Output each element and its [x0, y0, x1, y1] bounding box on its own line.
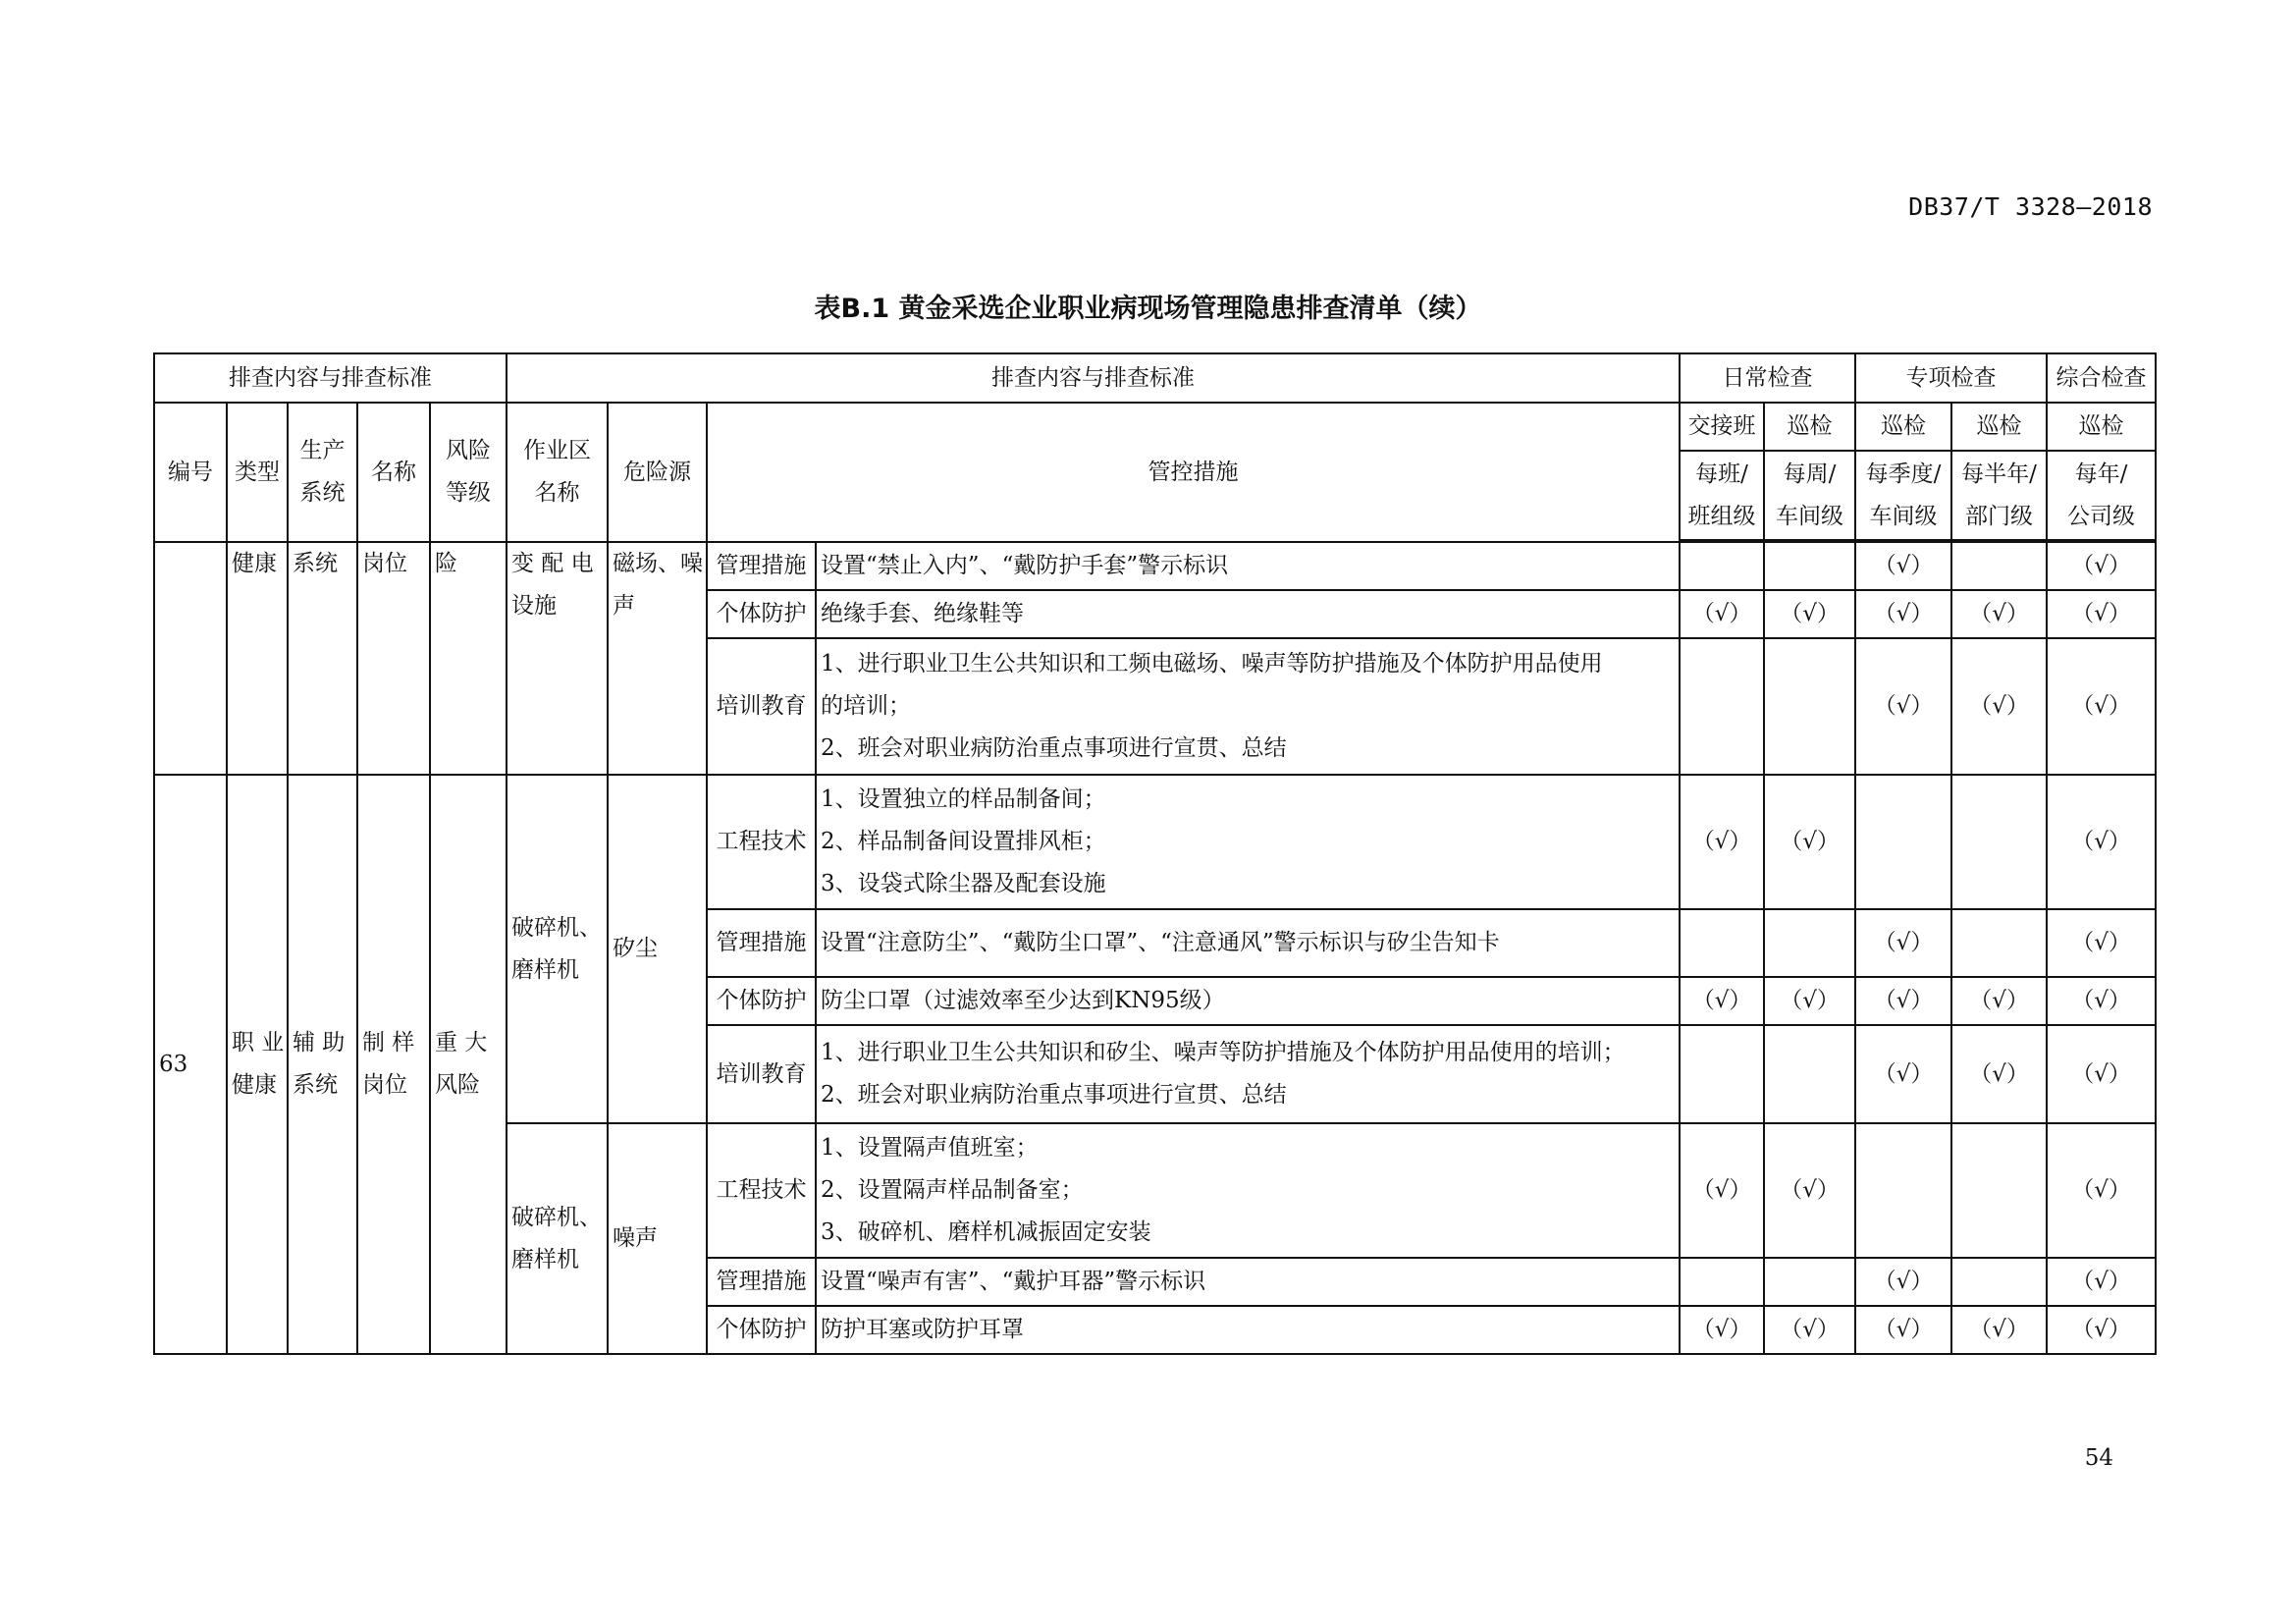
- col-measures-header: 管控措施: [707, 403, 1680, 542]
- col-zone-header: [507, 403, 608, 542]
- zone-line: 破碎机、: [511, 1204, 603, 1230]
- check-mark: （√）: [1855, 590, 1951, 638]
- check-mark: （√）: [2047, 1258, 2156, 1306]
- freq-line: 每班/: [1695, 460, 1748, 487]
- check-mark: （√）: [2047, 1306, 2156, 1354]
- cont-id-cell: [154, 542, 227, 775]
- item-id-cell: 63: [154, 775, 227, 1354]
- system-line: 辅 助: [293, 1030, 346, 1056]
- check-mark: （√）: [1855, 1306, 1951, 1354]
- check-mark: （√）: [1764, 1306, 1855, 1354]
- check-cell: [1951, 1258, 2047, 1306]
- daily-check-header: 日常检查: [1680, 353, 1855, 403]
- measure-line: 3、破碎机、磨样机减振固定安装: [821, 1219, 1151, 1245]
- measure-line: 2、班会对职业病防治重点事项进行宣贯、总结: [821, 1082, 1287, 1108]
- freq-line: 每季度/: [1865, 460, 1942, 487]
- check-mark: （√）: [1855, 1258, 1951, 1306]
- check-mark: （√）: [1951, 1025, 2047, 1123]
- check-cell: [1764, 1258, 1855, 1306]
- check-mark: （√）: [1680, 1123, 1764, 1258]
- measure-line: 1、进行职业卫生公共知识和工频电磁场、噪声等防护措施及个体防护用品使用: [821, 651, 1603, 677]
- check-mark: （√）: [1764, 590, 1855, 638]
- sub-patrol-header: 巡检: [1951, 403, 2047, 451]
- col-risk-header: [430, 403, 507, 542]
- check-mark: （√）: [1951, 1306, 2047, 1354]
- check-mark: （√）: [2047, 1025, 2156, 1123]
- measure-line: 2、设置隔声样品制备室；: [821, 1177, 1084, 1203]
- col-system-header-line2: 系统: [299, 480, 346, 506]
- check-mark: （√）: [1855, 977, 1951, 1025]
- cont-hazard-cell: [608, 542, 707, 775]
- check-mark: （√）: [2047, 775, 2156, 909]
- cont-risk-cell: 险: [430, 542, 507, 775]
- measure-category: 管理措施: [707, 1258, 816, 1306]
- col-risk-header-line1: 风险: [446, 438, 492, 463]
- cont-type-cell: 健康: [227, 542, 288, 775]
- cont-zone-cell: [507, 542, 608, 775]
- sub-patrol-header: 巡检: [2047, 403, 2156, 451]
- check-mark: （√）: [1951, 590, 2047, 638]
- measure-line: 1、设置独立的样品制备间；: [821, 786, 1106, 812]
- check-mark: （√）: [2047, 542, 2156, 590]
- sub-handover-header: 交接班: [1680, 403, 1764, 451]
- measure-line: 1、设置隔声值班室；: [821, 1135, 1039, 1161]
- col-type-header: 类型: [227, 403, 288, 542]
- measure-line: 3、设袋式除尘器及配套设施: [821, 871, 1106, 896]
- measure-category: 个体防护: [707, 1306, 816, 1354]
- check-cell: [1680, 1025, 1764, 1123]
- freq-line: 车间级: [1869, 503, 1938, 529]
- risk-line: 风险: [435, 1072, 480, 1098]
- measure-category: 工程技术: [707, 1123, 816, 1258]
- zone-line: 变 配 电: [511, 551, 594, 576]
- zone-line: 破碎机、: [511, 914, 603, 941]
- page-number: 54: [2084, 1445, 2113, 1471]
- freq-line: 班组级: [1687, 503, 1756, 529]
- check-mark: （√）: [1855, 1025, 1951, 1123]
- freq-quarter-header: [1855, 451, 1951, 540]
- system-line: 系统: [293, 1072, 338, 1098]
- check-cell: [1855, 775, 1951, 909]
- col-system-header: [288, 403, 357, 542]
- check-mark: （√）: [1764, 977, 1855, 1025]
- measure-category: 培训教育: [707, 1025, 816, 1123]
- zone-line: 设施: [511, 593, 558, 619]
- special-check-header: 专项检查: [1855, 353, 2047, 403]
- type-line: 职 业: [232, 1030, 285, 1056]
- hazard-a-cell: 矽尘: [608, 775, 707, 1123]
- check-mark: （√）: [1680, 977, 1764, 1025]
- zone-b-cell: [507, 1123, 608, 1354]
- item-system-cell: [288, 775, 357, 1354]
- check-cell: [1680, 542, 1764, 590]
- group-left-header: 排查内容与排查标准: [154, 353, 507, 403]
- check-mark: （√）: [1680, 775, 1764, 909]
- sub-patrol-header: 巡检: [1764, 403, 1855, 451]
- hazard-b-cell: 噪声: [608, 1123, 707, 1354]
- risk-line: 重 大: [435, 1030, 488, 1056]
- check-mark: （√）: [1951, 977, 2047, 1025]
- check-cell: [1764, 542, 1855, 590]
- check-cell: [1855, 1123, 1951, 1258]
- check-cell: [1951, 1123, 2047, 1258]
- freq-line: 每半年/: [1961, 460, 2037, 487]
- item-type-cell: [227, 775, 288, 1354]
- measure-text: 设置“噪声有害”、“戴护耳器”警示标识: [816, 1258, 1680, 1306]
- measure-text: 设置“注意防尘”、“戴防尘口罩”、“注意通风”警示标识与矽尘告知卡: [816, 909, 1680, 977]
- measure-text: 防护耳塞或防护耳罩: [816, 1306, 1680, 1354]
- hazard-checklist-table: [153, 352, 2157, 1355]
- check-mark: （√）: [2047, 977, 2156, 1025]
- zone-line: 磨样机: [511, 1246, 580, 1272]
- name-line: 岗位: [362, 1072, 407, 1098]
- check-cell: [1951, 775, 2047, 909]
- comprehensive-check-header: 综合检查: [2047, 353, 2156, 403]
- check-mark: （√）: [1680, 590, 1764, 638]
- check-mark: （√）: [1951, 638, 2047, 775]
- check-mark: （√）: [1680, 1306, 1764, 1354]
- zone-line: 磨样机: [511, 956, 580, 983]
- measure-text: [816, 1123, 1680, 1258]
- group-header-row: [154, 353, 2156, 403]
- col-risk-header-line2: 等级: [446, 480, 492, 506]
- check-mark: （√）: [2047, 909, 2156, 977]
- freq-week-header: [1764, 451, 1855, 540]
- table-title: 表B.1 黄金采选企业职业病现场管理隐患排查清单（续）: [814, 294, 1482, 324]
- measure-text: [816, 638, 1680, 775]
- measure-category: 管理措施: [707, 909, 816, 977]
- measure-line: 1、进行职业卫生公共知识和矽尘、噪声等防护措施及个体防护用品使用的培训；: [821, 1040, 1626, 1065]
- zone-a-cell: [507, 775, 608, 1123]
- col-zone-header-line2: 名称: [534, 480, 580, 506]
- standard-code: DB37/T 3328—2018: [1908, 192, 2153, 221]
- measure-line: 2、样品制备间设置排风柜；: [821, 829, 1106, 854]
- check-cell: [1764, 1025, 1855, 1123]
- check-cell: [1680, 1258, 1764, 1306]
- measure-text: 设置“禁止入内”、“戴防护手套”警示标识: [816, 542, 1680, 590]
- item-risk-cell: [430, 775, 507, 1354]
- check-mark: （√）: [1764, 1123, 1855, 1258]
- measure-text: [816, 1025, 1680, 1123]
- check-mark: （√）: [1855, 909, 1951, 977]
- freq-line: 公司级: [2067, 503, 2136, 529]
- check-mark: （√）: [2047, 590, 2156, 638]
- hazard-line: 磁场、噪: [613, 551, 704, 576]
- check-mark: （√）: [1764, 775, 1855, 909]
- col-zone-header-line1: 作业区: [523, 438, 592, 463]
- freq-year-header: [2047, 451, 2156, 540]
- check-cell: [1680, 638, 1764, 775]
- sub-patrol-header: 巡检: [1855, 403, 1951, 451]
- measure-text: 防尘口罩（过滤效率至少达到KN95级）: [816, 977, 1680, 1025]
- column-header-row: [154, 403, 2156, 451]
- freq-line: 每年/: [2074, 460, 2128, 487]
- freq-line: 车间级: [1776, 503, 1844, 529]
- freq-line: 每周/: [1783, 460, 1837, 487]
- measure-line: 的培训；: [821, 693, 912, 719]
- freq-halfyear-header: [1951, 451, 2047, 540]
- col-name-header: 名称: [357, 403, 430, 542]
- measure-text: 绝缘手套、绝缘鞋等: [816, 590, 1680, 638]
- cont-name-cell: 岗位: [357, 542, 430, 775]
- col-system-header-line1: 生产: [299, 438, 346, 463]
- cont-system-cell: 系统: [288, 542, 357, 775]
- check-cell: [1764, 638, 1855, 775]
- check-mark: （√）: [1855, 638, 1951, 775]
- freq-shift-header: [1680, 451, 1764, 540]
- table-row: [154, 542, 2156, 590]
- measure-category: 个体防护: [707, 590, 816, 638]
- check-mark: （√）: [1855, 542, 1951, 590]
- check-cell: [1764, 909, 1855, 977]
- type-line: 健康: [232, 1072, 277, 1098]
- table-row: [154, 775, 2156, 909]
- col-hazard-header: 危险源: [608, 403, 707, 542]
- check-cell: [1680, 909, 1764, 977]
- measure-text: [816, 775, 1680, 909]
- col-id-header: 编号: [154, 403, 227, 542]
- check-mark: （√）: [2047, 1123, 2156, 1258]
- name-line: 制 样: [362, 1030, 415, 1056]
- freq-line: 部门级: [1965, 503, 2034, 529]
- check-cell: [1951, 909, 2047, 977]
- measure-category: 培训教育: [707, 638, 816, 775]
- measure-category: 工程技术: [707, 775, 816, 909]
- hazard-line: 声: [613, 593, 636, 619]
- measure-line: 2、班会对职业病防治重点事项进行宣贯、总结: [821, 735, 1287, 761]
- group-right-header: 排查内容与排查标准: [507, 353, 1680, 403]
- measure-category: 个体防护: [707, 977, 816, 1025]
- measure-category: 管理措施: [707, 542, 816, 590]
- check-mark: （√）: [2047, 638, 2156, 775]
- item-name-cell: [357, 775, 430, 1354]
- check-cell: [1951, 542, 2047, 590]
